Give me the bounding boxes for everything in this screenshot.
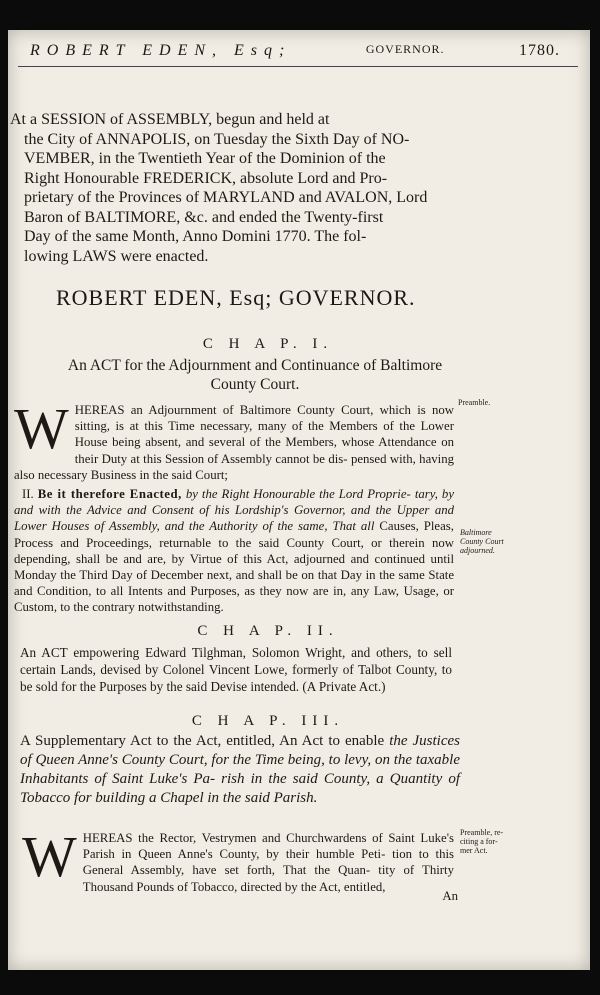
session-line: At a SESSION of ASSEMBLY, begun and held at <box>10 111 330 128</box>
chapter-heading: C H A P. I. <box>202 336 334 352</box>
session-line: lowing LAWS were enacted. <box>24 247 209 265</box>
running-head-year: 1780. <box>519 42 560 59</box>
chapter-preamble: W HEREAS the Rector, Vestrymen and Churchwardens of Saint Luke's Parish in Queen Anne's County, by their humble Peti- tion to this General Assembly, have set forth, That the Quan- tity of Thirty Thousand Pounds of Tobacco, directed by the Act, entitled, <box>22 824 455 894</box>
drop-cap: W <box>22 824 77 889</box>
chapter-title: A Supplementary Act to the Act, entitled, An Act to enable the Justices of Queen Anne's County Court, for the Time being, to levy, on the taxable Inhabitants of Saint Luke's Pa- rish in the said County, a Quantity of Tobacco for building a Chapel in the said Parish. <box>20 733 461 806</box>
session-line: Baron of BALTIMORE, &c. and ended the Twenty-first <box>24 208 384 226</box>
chapter-preamble: W HEREAS an Adjournment of Baltimore County Court, which is now sitting, is at this Time necessary, many of the Members of the Lower House being absent, and several of the Members, whose Attendance on their Duty at this Session of Assembly cannot be dis- pensed with, having also necessary Business in the said Court; <box>14 396 455 482</box>
margin-note: Baltimore County Court adjourned. <box>460 528 504 555</box>
session-line: prietary of the Provinces of MARYLAND and AVALON, Lord <box>24 189 428 206</box>
scan-border <box>0 0 600 30</box>
document-page <box>8 30 590 970</box>
running-head <box>30 42 560 60</box>
session-preamble <box>10 110 472 266</box>
catchword: An <box>442 889 458 903</box>
running-head-governor: GOVERNOR. <box>365 42 445 56</box>
margin-note: Preamble, re- citing a for- mer Act. <box>460 828 504 855</box>
session-line: Day of the same Month, Anno Domini 1770. The fol- <box>24 228 367 245</box>
session-line: VEMBER, in the Twentieth Year of the Dominion of the <box>24 150 386 167</box>
drop-cap: W <box>14 396 69 461</box>
chapter-heading: C H A P. II. <box>197 623 339 639</box>
chapter-title: An ACT for the Adjournment and Continuance of Baltimore County Court. <box>67 357 443 393</box>
session-line: the City of ANNAPOLIS, on Tuesday the Sixth Day of NO- <box>24 130 410 148</box>
session-line: Right Honourable FREDERICK, absolute Lord and Pro- <box>24 169 388 187</box>
running-head-name: ROBERT EDEN, Esq; <box>30 42 292 59</box>
chapter-title: An ACT empowering Edward Tilghman, Solomon Wright, and others, to sell certain Lands, devised by Colonel Vincent Lowe, formerly of Talbot County, to be sold for the Purposes by the said Devise intended. (A Private Act.) <box>20 645 452 694</box>
margin-note: Preamble. <box>458 398 491 407</box>
chapter-heading: C H A P. III. <box>191 713 345 729</box>
governor-heading: ROBERT EDEN, Esq; GOVERNOR. <box>56 285 416 310</box>
header-rule <box>18 66 578 67</box>
enacting-clause: II. Be it therefore Enacted, by the Right Honourable the Lord Proprie- tary, by and with the Advice and Consent of his Lordship's Governor, and the Upper and Lower Houses of Assembly, and the Authority of the same, That all Causes, Pleas, Process and Proceedings, returnable to the said County Court, or therein now depending, shall be and are, by Virtue of this Act, adjourned and continued until Monday the Third Day of December next, and shall be on that Day in the same State and Condition, to all Intents and Purposes, as they now are in, any Law, Usage, or Custom, to the contrary notwithstanding. <box>14 487 455 615</box>
